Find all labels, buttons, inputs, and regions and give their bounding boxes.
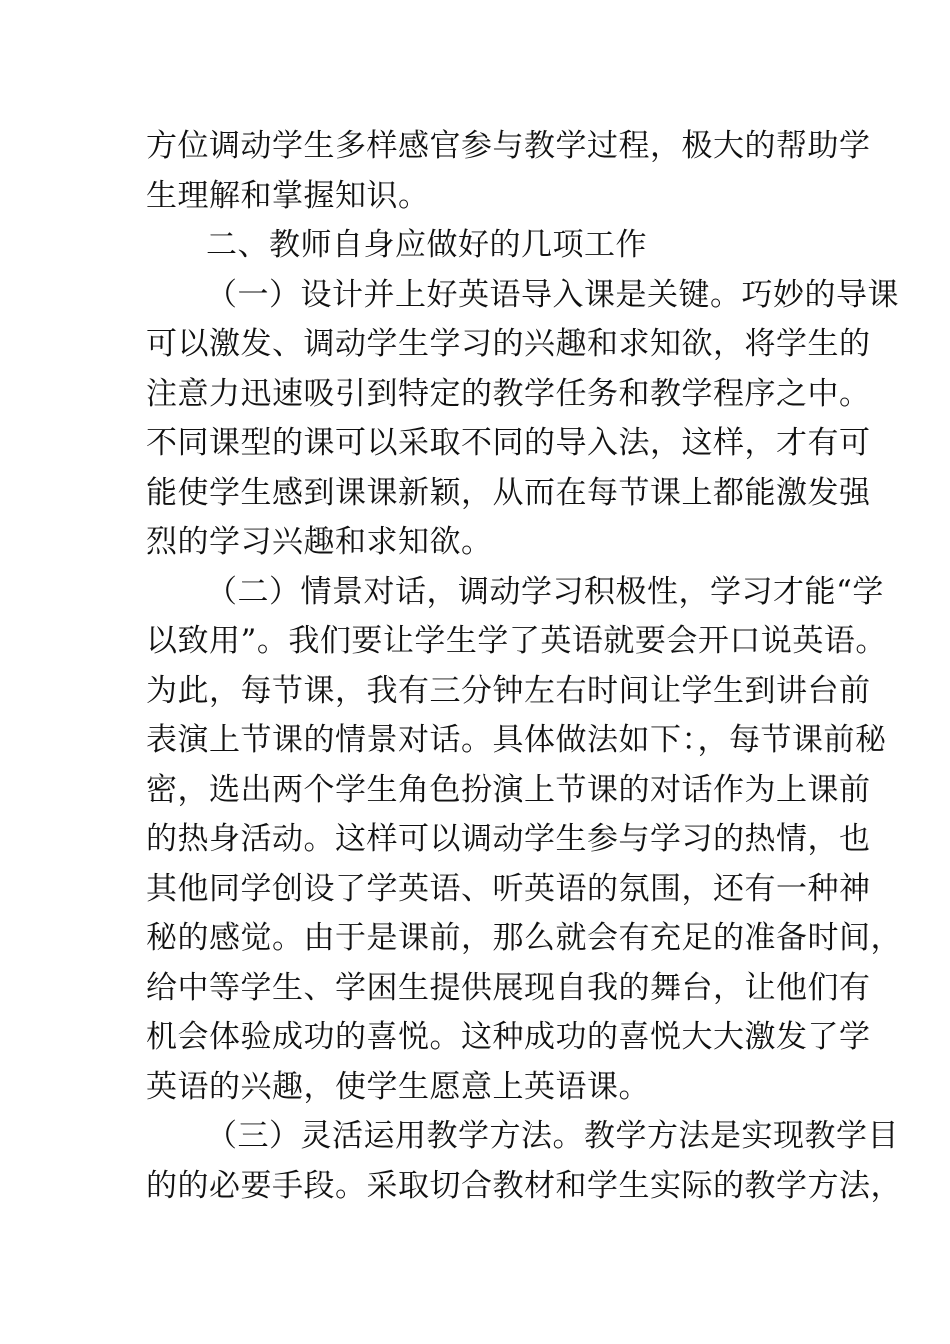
text-line: 烈的学习兴趣和求知欲。: [146, 524, 493, 560]
text-line: 注意力迅速吸引到特定的教学任务和教学程序之中。: [146, 375, 871, 412]
text-line: 生理解和掌握知识。: [146, 177, 430, 214]
text-line: 不同课型的课可以采取不同的导入法，这样，才有可: [146, 425, 871, 461]
text-line: 的热身活动。这样可以调动学生参与学习的热情，也: [146, 821, 871, 857]
text-line: 以致用”。我们要让学生学了英语就要会开口说英语。: [146, 623, 887, 659]
text-line: （二）情景对话，调动学习积极性，学习才能“学: [206, 573, 884, 610]
text-line: 英语的兴趣，使学生愿意上英语课。: [146, 1068, 650, 1105]
text-line: 为此，每节课，我有三分钟左右时间让学生到讲台前: [146, 672, 871, 709]
text-line: 机会体验成功的喜悦。这种成功的喜悦大大激发了学: [146, 1019, 871, 1055]
text-line: 密，选出两个学生角色扮演上节课的对话作为上课前: [146, 771, 871, 808]
text-line: 方位调动学生多样感官参与教学过程，极大的帮助学: [146, 128, 871, 164]
section-heading: 二、教师自身应做好的几项工作: [206, 227, 647, 263]
text-line: （一）设计并上好英语导入课是关键。巧妙的导课: [206, 276, 899, 313]
text-line: 秘的感觉。由于是课前，那么就会有充足的准备时间，: [146, 920, 902, 956]
text-line: 能使学生感到课课新颖，从而在每节课上都能激发强: [146, 474, 871, 511]
text-line: 的的必要手段。采取切合教材和学生实际的教学方法，: [146, 1167, 902, 1204]
text-line: 给中等学生、学困生提供展现自我的舞台，让他们有: [146, 969, 871, 1006]
text-line: （三）灵活运用教学方法。教学方法是实现教学目: [206, 1118, 899, 1154]
body-text: [146, 122, 902, 1211]
text-line: 可以激发、调动学生学习的兴趣和求知欲，将学生的: [146, 326, 871, 362]
text-line: 其他同学创设了学英语、听英语的氛围，还有一种神: [146, 870, 871, 907]
text-line: 表演上节课的情景对话。具体做法如下：，每节课前秘: [146, 722, 887, 758]
